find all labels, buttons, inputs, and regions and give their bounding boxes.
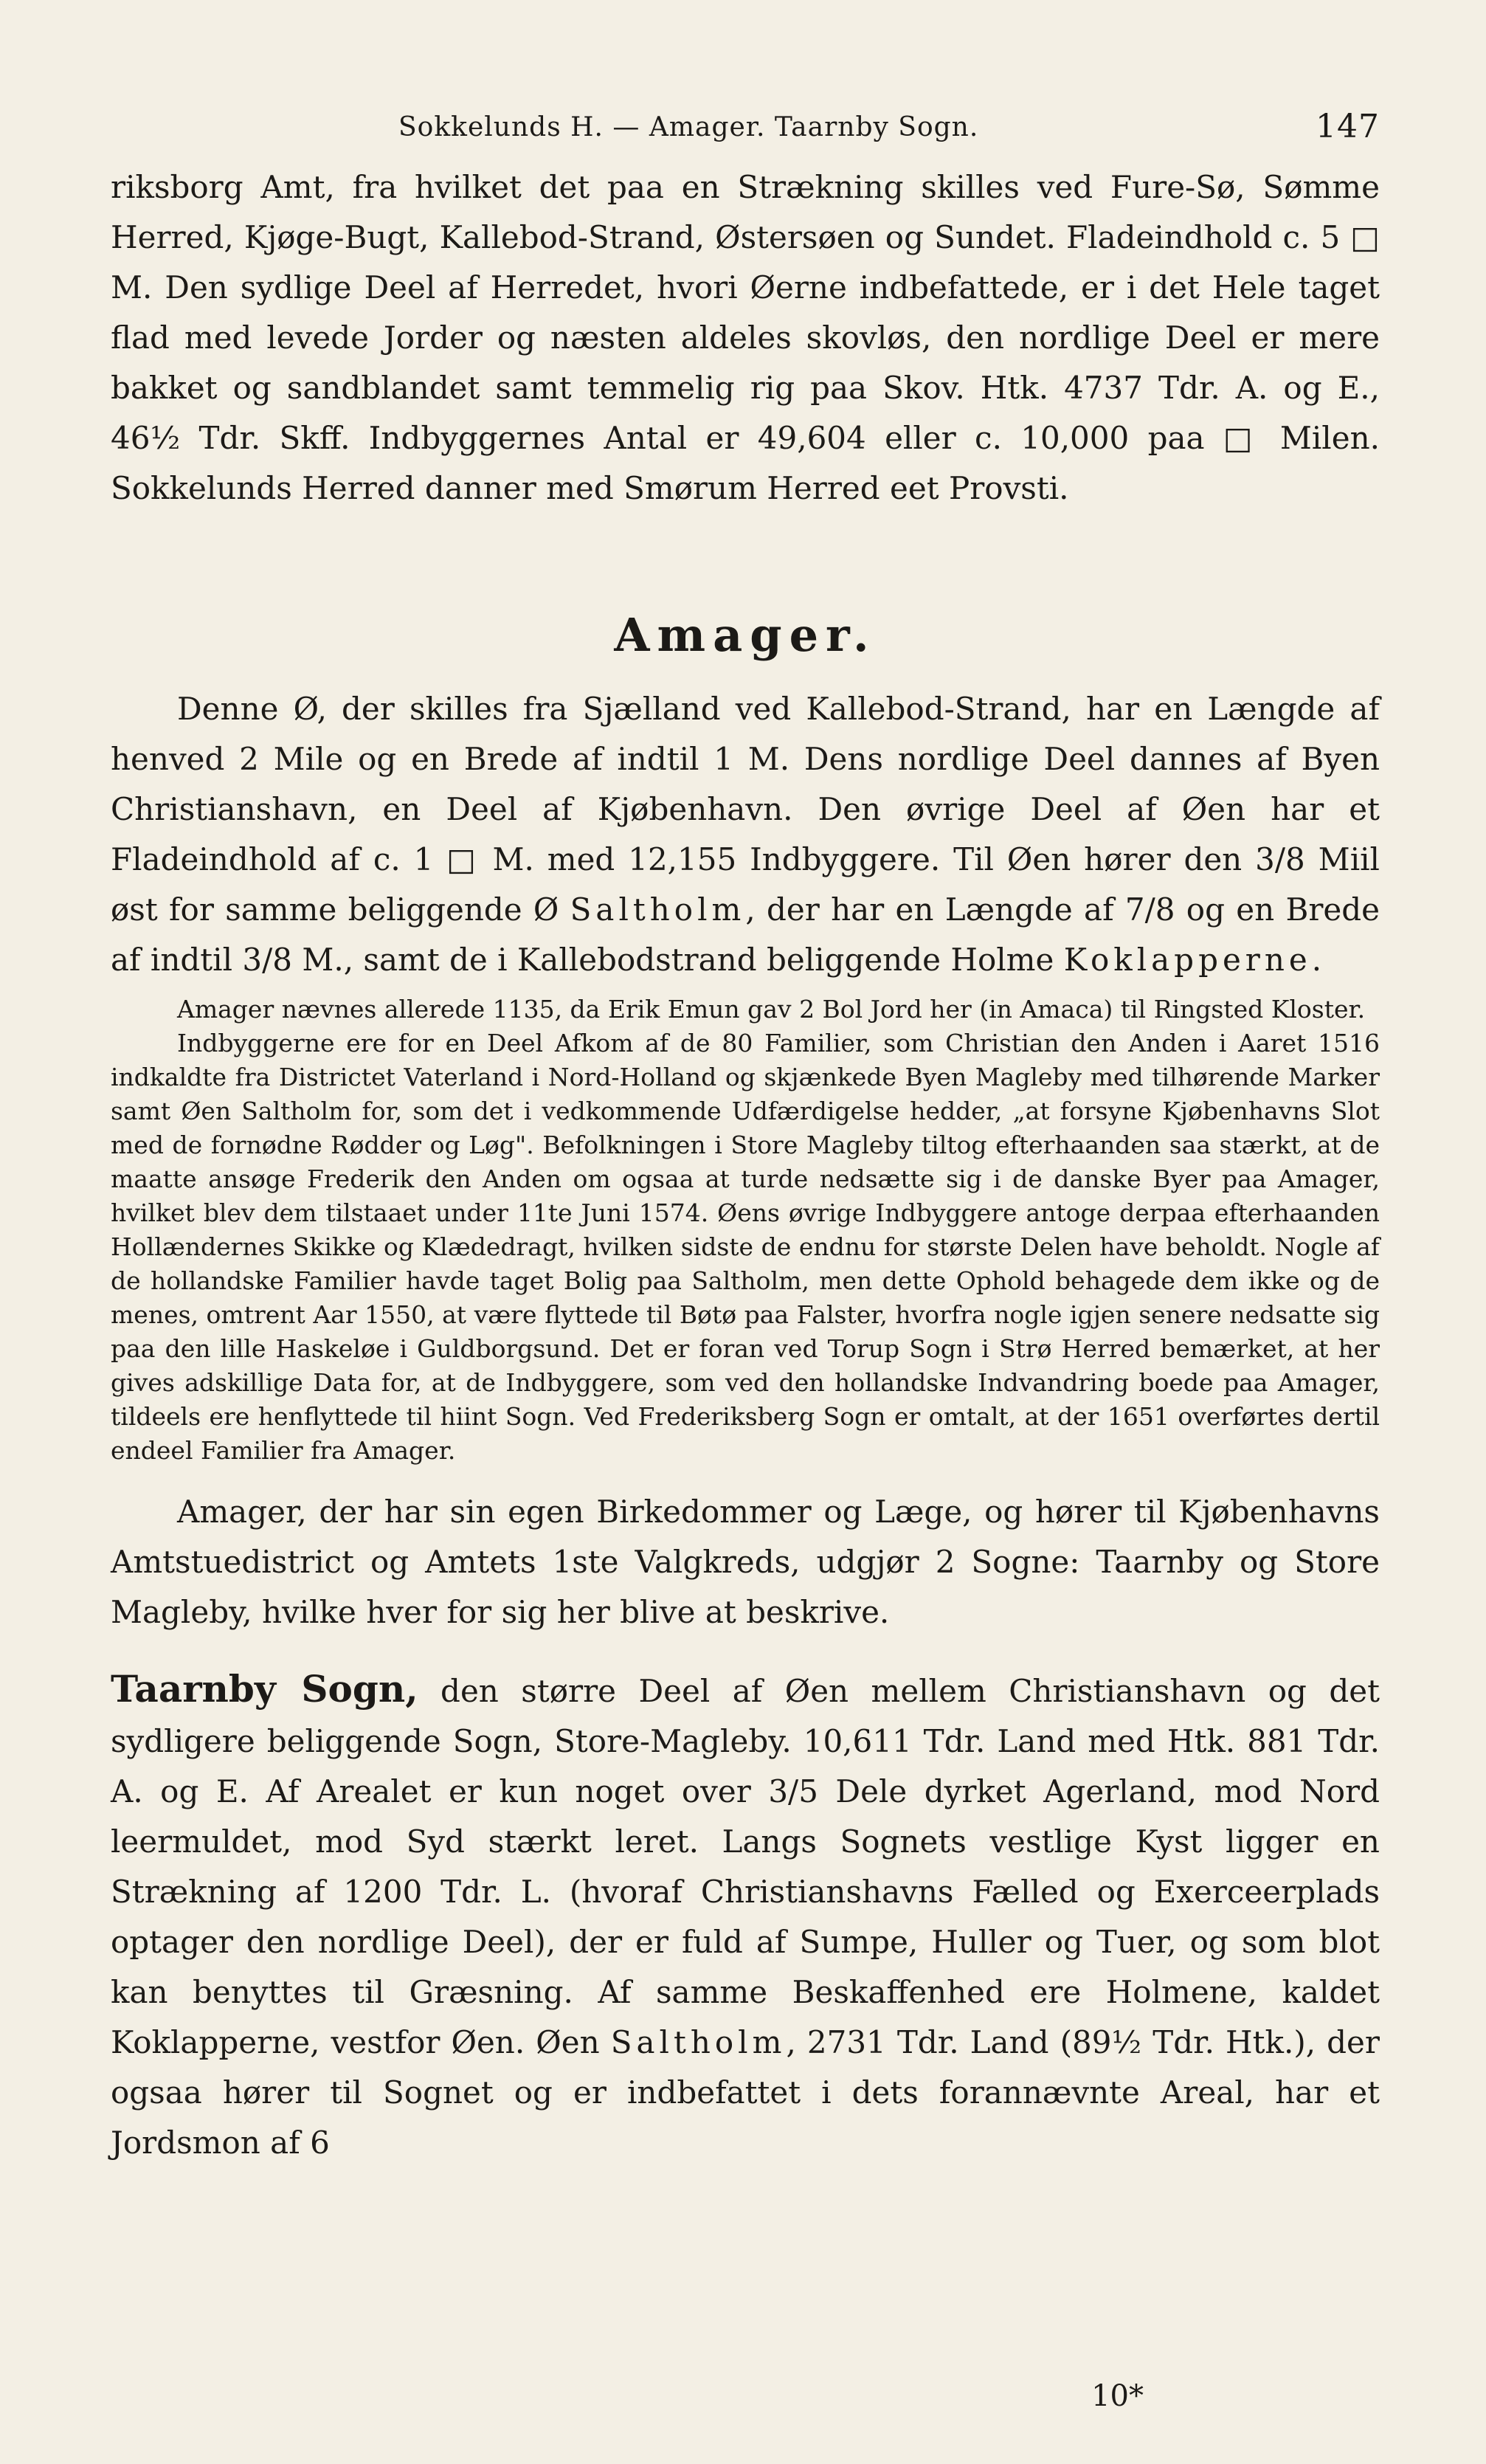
page	[111, 103, 1380, 2413]
note-paragraph-1: Amager nævnes allerede 1135, da Erik Emun gav 2 Bol Jord her (in Amaca) til Ringsted Kloster.	[177, 995, 1366, 1024]
p3-part-b: , 2731 Tdr. Land (89½ Tdr. Htk.), der ogsaa hører til Sognet og er indbefattet i dets forannævnte Areal, har et Jordsmon af 6	[111, 2024, 1380, 2161]
p1-part-b: , der har en Længde af 7/8 og en Brede af indtil 3/8 M., samt de i Kallebodstrand beliggende Holme	[111, 891, 1380, 978]
page-header	[111, 103, 1380, 162]
koklapperne-spaced: Koklapperne	[1063, 942, 1312, 978]
signature-mark: 10*	[1091, 2379, 1144, 2413]
section-paragraph-3	[111, 1664, 1380, 2168]
section-paragraph-1	[111, 684, 1380, 985]
running-title: Sokkelunds H. — Amager. Taarnby Sogn.	[398, 112, 979, 142]
intro-paragraph: riksborg Amt, fra hvilket det paa en Strækning skilles ved Fure-Sø, Sømme Herred, Kjøge-Bugt, Kallebod-Strand, Østersøen og Sundet. Fladeindhold c. 5 □ M. Den sydlige Deel af Herredet, hvori Øerne indbefattede, er i det Hele taget flad med levede Jorder og næsten aldeles skovløs, den nordlige Deel er mere bakket og sandblandet samt temmelig rig paa Skov. Htk. 4737 Tdr. A. og E., 46½ Tdr. Skff. Indbyggernes Antal er 49,604 eller c. 10,000 paa □ Milen. Sokkelunds Herred danner med Smørum Herred eet Provsti.	[111, 169, 1380, 506]
taarnby-sogn-heading: Taarnby Sogn,	[111, 1667, 418, 1711]
p3-part-a: den større Deel af Øen mellem Christianshavn og det sydligere beliggende Sogn, Store-Magleby. 10,611 Tdr. Land med Htk. 881 Tdr. A. og E. Af Arealet er kun noget over 3/5 Dele dyrket Agerland, mod Nord leermuldet, mod Syd stærkt leret. Langs Sognets vestlige Kyst ligger en Strækning af 1200 Tdr. L. (hvoraf Christianshavns Fælled og Exerceerplads optager den nordlige Deel), der er fuld af Sumpe, Huller og Tuer, og som blot kan benyttes til Græsning. Af samme Beskaffenhed ere Holmene, kaldet Koklapperne, vestfor Øen. Øen	[111, 1673, 1380, 2060]
note-paragraph-2: Indbyggerne ere for en Deel Afkom af de 80 Familier, som Christian den Anden i Aaret 1516 indkaldte fra Districtet Vaterland i Nord-Holland og skjænkede Byen Magleby med tilhørende Marker samt Øen Saltholm for, som det i vedkommende Udfærdigelse hedder, „at forsyne Kjøbenhavns Slot med de fornødne Rødder og Løg". Befolkningen i Store Magleby tiltog efterhaanden saa stærkt, at de maatte ansøge Frederik den Anden om ogsaa at turde nedsætte sig i de danske Byer paa Amager, hvilket blev dem tilstaaet under 11te Juni 1574. Øens øvrige Indbyggere antoge derpaa efterhaanden Hollændernes Skikke og Klædedragt, hvilken sidste de endnu for største Delen have beholdt. Nogle af de hollandske Familier havde taget Bolig paa Saltholm, men dette Ophold behagede dem ikke og de menes, omtrent Aar 1550, at være flyttede til Bøtø paa Falster, hvorfra nogle igjen senere nedsatte sig paa den lille Haskeløe i Guldborgsund. Det er foran ved Torup Sogn i Strø Herred bemærket, at her gives adskillige Data for, at de Indbyggere, som ved den hollandske Indvandring boede paa Amager, tildeels ere henflyttede til hiint Sogn. Ved Frederiksberg Sogn er omtalt, at der 1651 overførtes dertil endeel Familier fra Amager.	[111, 1029, 1380, 1465]
p1-part-a: Denne Ø, der skilles fra Sjælland ved Kallebod-Strand, har en Længde af henved 2 Mile og en Brede af indtil 1 M. Dens nordlige Deel dannes af Byen Christianshavn, en Deel af Kjøbenhavn. Den øvrige Deel af Øen har et Fladeindhold af c. 1 □ M. med 12,155 Indbyggere. Til Øen hører den 3/8 Miil øst for samme beliggende Ø	[111, 691, 1380, 928]
saltholm-spaced-2: Saltholm	[610, 2024, 787, 2060]
p1-part-c: .	[1311, 942, 1322, 978]
section-paragraph-2: Amager, der har sin egen Birkedommer og Læge, og hører til Kjøbenhavns Amtstuedistrict og Amtets 1ste Valgkreds, udgjør 2 Sogne: Taarnby og Store Magleby, hvilke hver for sig her blive at beskrive.	[111, 1494, 1380, 1630]
saltholm-spaced: Saltholm	[570, 891, 746, 928]
section-title: Amager.	[614, 608, 877, 662]
page-number: 147	[1316, 108, 1380, 145]
